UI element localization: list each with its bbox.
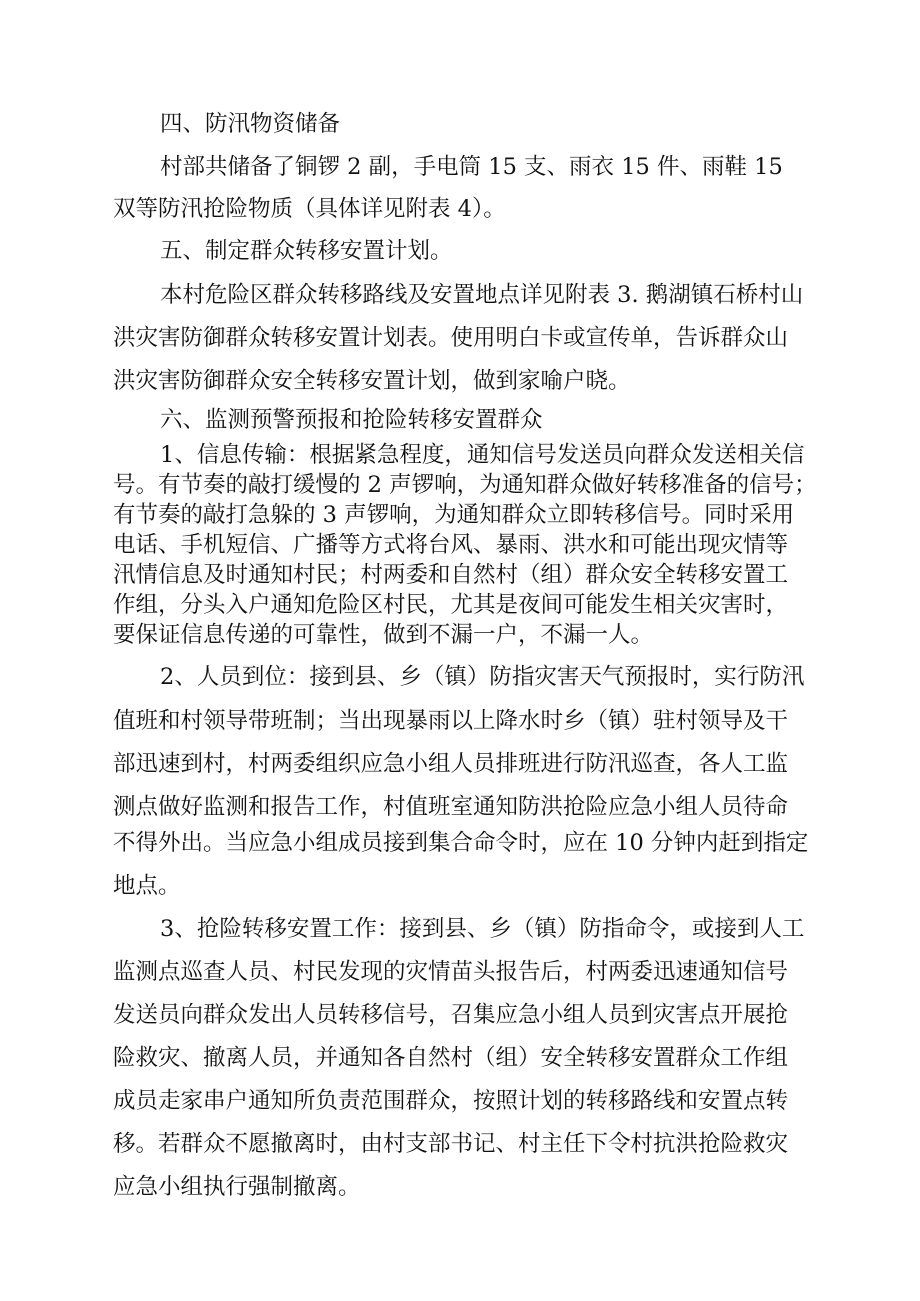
- paragraph-line: 汛情信息及时通知村民；村两委和自然村（组）群众安全转移安置工: [113, 562, 789, 588]
- paragraph-line: 要保证信息传递的可靠性，做到不漏一户，不漏一人。: [113, 622, 654, 648]
- paragraph-line: 监测点巡查人员、村民发现的灾情苗头报告后，村两委迅速通知信号: [113, 959, 789, 985]
- paragraph-line: 村部共储备了铜锣 2 副，手电筒 15 支、雨衣 15 件、雨鞋 15: [160, 154, 783, 180]
- paragraph-line: 不得外出。当应急小组成员接到集合命令时，应在 10 分钟内赶到指定: [113, 830, 809, 856]
- paragraph-line: 号。有节奏的敲打缓慢的 2 声锣响，为通知群众做好转移准备的信号；: [113, 472, 817, 498]
- paragraph-line: 3、抢险转移安置工作：接到县、乡（镇）防指命令，或接到人工: [160, 916, 805, 942]
- paragraph-line: 1、信息传输：根据紧急程度，通知信号发送员向群众发送相关信: [160, 442, 805, 468]
- paragraph-line: 测点做好监测和报告工作，村值班室通知防洪抢险应急小组人员待命: [113, 794, 789, 820]
- paragraph-line: 电话、手机短信、广播等方式将台风、暴雨、洪水和可能出现灾情等: [113, 532, 789, 558]
- paragraph-line: 2、人员到位：接到县、乡（镇）防指灾害天气预报时，实行防汛: [160, 664, 805, 690]
- paragraph-line: 洪灾害防御群众转移安置计划表。使用明白卡或宣传单，告诉群众山: [113, 325, 789, 351]
- paragraph-line: 有节奏的敲打急躲的 3 声锣响，为通知群众立即转移信号。同时采用: [113, 502, 795, 528]
- paragraph-line: 发送员向群众发出人员转移信号，召集应急小组人员到灾害点开展抢: [113, 1002, 789, 1028]
- paragraph-line: 作组，分头入户通知危险区村民，尤其是夜间可能发生相关灾害时，: [113, 592, 789, 618]
- heading-relocation-plan: 五、制定群众转移安置计划。: [160, 238, 453, 264]
- paragraph-line: 部迅速到村，村两委组织应急小组人员排班进行防汛巡查，各人工监: [113, 751, 789, 777]
- paragraph-line: 险救灾、撤离人员，并通知各自然村（组）安全转移安置群众工作组: [113, 1045, 789, 1071]
- paragraph-line: 值班和村领导带班制；当出现暴雨以上降水时乡（镇）驻村领导及干: [113, 708, 789, 734]
- paragraph-line: 本村危险区群众转移路线及安置地点详见附表 3. 鹅湖镇石桥村山: [160, 282, 804, 308]
- paragraph-line: 应急小组执行强制撤离。: [113, 1174, 361, 1200]
- paragraph-line: 成员走家串户通知所负责范围群众，按照计划的转移路线和安置点转: [113, 1088, 789, 1114]
- heading-flood-supplies: 四、防汛物资储备: [160, 111, 341, 137]
- paragraph-line: 移。若群众不愿撤离时，由村支部书记、村主任下令村抗洪抢险救灾: [113, 1131, 789, 1157]
- paragraph-line: 双等防汛抢险物质（具体详见附表 4）。: [113, 196, 506, 222]
- paragraph-line: 地点。: [113, 873, 181, 899]
- heading-monitoring-warning: 六、监测预警预报和抢险转移安置群众: [160, 407, 543, 433]
- paragraph-line: 洪灾害防御群众安全转移安置计划，做到家喻户晓。: [113, 368, 631, 394]
